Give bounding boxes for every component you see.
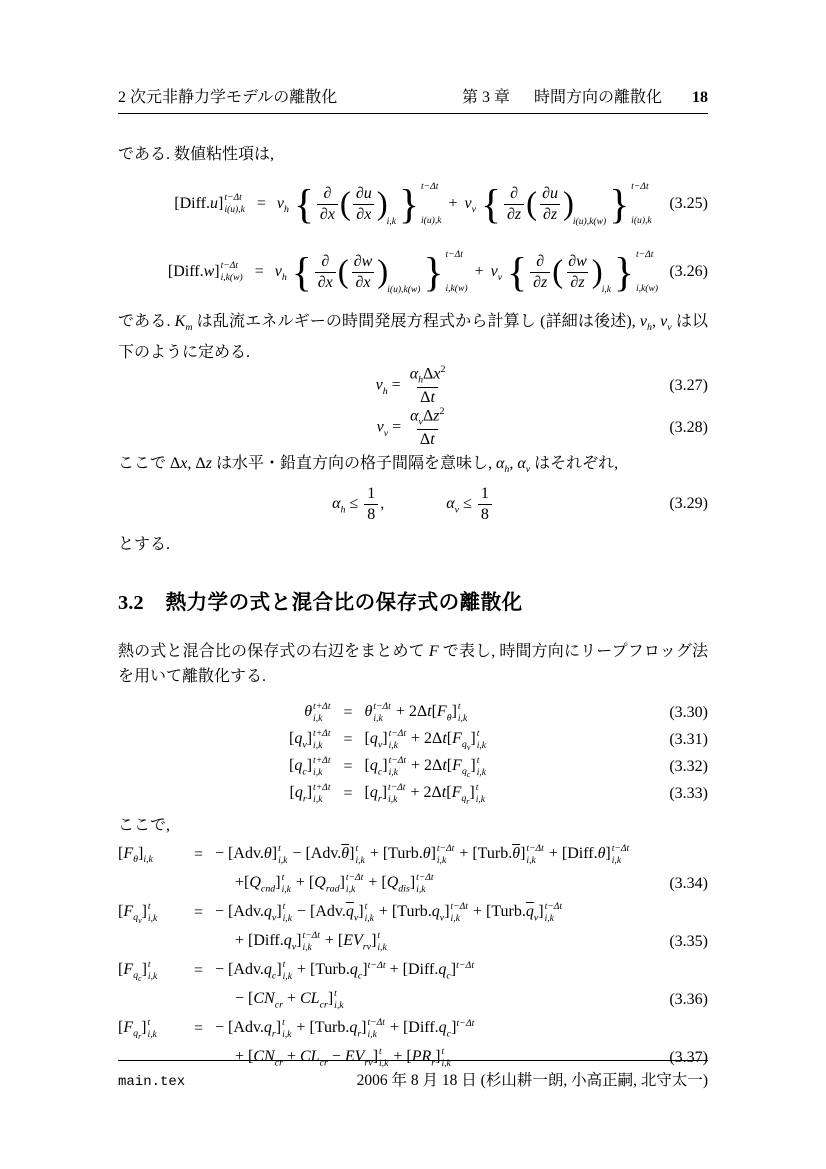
equation-3-37-lhs: $[F_{q_r}]$ t i,k (118, 1016, 157, 1042)
equation-3-35-line2 (235, 927, 708, 956)
equation-3-25-number: (3.25) (669, 195, 708, 212)
footer-file-name: main.tex (118, 1074, 186, 1090)
section-title: 熱力学の式と混合比の保存式の離散化 (165, 591, 523, 615)
equation-3-30-equals: = (343, 703, 353, 721)
equation-3-36-rhs2: − $[CN_{cr} + CL_{cr}]$ t i,k (235, 987, 344, 1011)
equation-3-27-body: $\nu_h$ = $\alpha_h\Delta x^2$ Δt (375, 364, 446, 407)
equation-3-27 (118, 365, 708, 407)
equation-3-34-rhs2: $+[Q_{cnd}]$ t i,k + $[Q_{rad}]$ t−Δt i,k + $[Q_{dis}]$ t−Δt i,k (235, 871, 434, 895)
equation-3-33-equals: = (343, 784, 353, 802)
equation-3-36-line2 (235, 985, 708, 1014)
paragraph-km-definition: である. $K_m$ は乱流エネルギーの時間発展方程式から計算し (詳細は後述), $\nu_h$, $\nu_v$ は以下のように定める. (118, 313, 708, 362)
footer-date-authors: 2006 年 8 月 18 日 (杉山耕一朗, 小高正嗣, 北守太一) (356, 1072, 708, 1089)
equation-3-35-equals: = (194, 903, 204, 921)
header-chapter-label: 第 3 章 (461, 89, 510, 106)
equation-3-26-number: (3.26) (669, 263, 708, 280)
equation-3-36-equals: = (194, 961, 204, 979)
equation-group-3-30-to-3-33 (118, 699, 708, 807)
equation-3-29 (118, 482, 708, 526)
equation-3-31-equals: = (343, 730, 353, 748)
equation-3-37-line1 (118, 1014, 708, 1043)
equation-3-32-lhs: $[q_c]$ t+Δt i,k (288, 754, 331, 778)
equation-3-30-lhs: θ t+Δt i,k (304, 700, 331, 724)
equation-3-36 (118, 956, 708, 1014)
equation-3-30-rhs: θ t−Δt i,k + $2\Delta t[F_\theta]$ t i,k (364, 700, 468, 724)
equation-group-3-34-to-3-37 (118, 840, 708, 1072)
equation-3-34-number: (3.34) (669, 874, 708, 892)
page-footer (118, 1060, 708, 1090)
equation-3-34-lhs: $[F_\theta]_{i,k}$ (118, 844, 153, 865)
equation-3-29-body: $\alpha_h$ ≤ $\frac{1}{8}$ , $\alpha_v$ ≤ $\frac{1}{8}$ (332, 484, 494, 525)
header-page-number: 18 (692, 89, 708, 106)
equation-3-37-rhs2: + $[CN_{cr} + CL_{cr} - EV_{rv}]$ t i,k + $[PR_r]$ t i,k (235, 1045, 451, 1069)
equation-3-28 (118, 407, 708, 449)
equation-3-37-equals: = (194, 1019, 204, 1037)
equation-3-35-lhs: $[F_{q_v}]$ t i,k (118, 900, 158, 926)
equation-3-27-number: (3.27) (669, 377, 708, 395)
section-number: 3.2 (118, 592, 144, 615)
equation-3-35-rhs1: − $[Adv.q_v]$ t i,k − $[Adv.\overline{q}_v]$ t i,k + $[Turb.q_v]$ t−Δt i,k + $[Turb.\overline{q}_v]$ t−Δt i,k (215, 900, 563, 924)
equation-3-36-number: (3.36) (669, 990, 708, 1008)
equation-3-31 (118, 726, 708, 753)
equation-3-35-number: (3.35) (669, 932, 708, 950)
paragraph-leapfrog-intro: 熱の式と混合比の保存式の右辺をまとめて F で表し, 時間方向にリープフロッグ法を用いて離散化する. (118, 643, 708, 686)
equation-3-30-number: (3.30) (669, 703, 708, 721)
equation-3-32-equals: = (343, 757, 353, 775)
equation-3-32 (118, 753, 708, 780)
equation-3-34-line1 (118, 840, 708, 869)
section-heading-3-2 (118, 585, 708, 615)
equation-3-31-lhs: $[q_v]$ t+Δt i,k (288, 727, 331, 751)
paragraph-tosuru: とする. (118, 536, 171, 554)
equation-3-33-lhs: $[q_r]$ t+Δt i,k (289, 781, 331, 805)
equation-3-34 (118, 840, 708, 898)
equation-3-37-rhs1: − $[Adv.q_r]$ t i,k + $[Turb.q_r]$ t−Δt i,k + $[Diff.q_c]^{t-\Delta t}$ (215, 1016, 475, 1040)
equation-3-28-body: $\nu_v$ = $\alpha_v\Delta z^2$ Δt (376, 406, 445, 449)
equation-3-34-line2 (235, 869, 708, 898)
equation-3-35-rhs2: + $[Diff.q_v]$ t−Δt i,k + $[EV_{rv}]$ t i,k (235, 929, 387, 953)
equation-3-36-lhs: $[F_{q_c}]$ t i,k (118, 958, 158, 984)
equation-3-26-body: [Diff.w] t−Δt i,k(w) = $\nu_h$ { ∂ ∂x ( $\frac{\partial w}{\partial x}$ )$_{i(u),k(w)}$} t−Δt i,k(w) + $\nu_v$ { ∂ ∂z ( $\frac{\partial w}{\partial z}$ )$_{i,k}$} t−Δt i,k(w) (167, 248, 659, 295)
equation-3-34-rhs1: − [Adv.θ] t i,k − $[Adv.\overline{\theta}]$ t i,k + [Turb.θ] t−Δt i,k + $[Turb.\overline{\theta}]$ t−Δt i,k + [Diff.θ] t−Δt i,k (215, 842, 630, 866)
equation-3-25-body: [Diff.u] t−Δt i(u),k = $\nu_h$ { ∂ ∂x ( $\frac{\partial u}{\partial x}$ )$_{i,k}$} t−Δt i(u),k + $\nu_v$ { ∂ ∂z ( $\frac{\partial u}{\partial z}$ )$_{i(u),k(w)}$} t−Δt i(u),k (174, 180, 652, 227)
equation-3-33 (118, 780, 708, 807)
equation-3-34-equals: = (194, 845, 204, 863)
equation-3-35 (118, 898, 708, 956)
equation-3-29-number: (3.29) (669, 495, 708, 513)
equation-3-30 (118, 699, 708, 726)
equation-3-26 (118, 241, 708, 303)
equation-3-28-number: (3.28) (669, 419, 708, 437)
equation-3-35-line1 (118, 898, 708, 927)
paragraph-numerical-viscosity: である. 数値粘性項は, (118, 146, 275, 163)
equation-3-37-number: (3.37) (669, 1048, 708, 1066)
equation-3-25 (118, 173, 708, 235)
page-header (118, 84, 708, 114)
equation-3-36-line1 (118, 956, 708, 985)
paragraph-grid-spacing: ここで Δx, Δz は水平・鉛直方向の格子間隔を意味し, $\alpha_h$, $\alpha_v$ はそれぞれ, (118, 455, 619, 476)
equation-3-33-rhs: $[q_r]$ t−Δt i,k + $2\Delta t[F_{q_r}]$ t i,k (364, 781, 486, 807)
equation-3-32-number: (3.32) (669, 757, 708, 775)
equation-3-33-number: (3.33) (669, 784, 708, 802)
equation-3-31-rhs: $[q_v]$ t−Δt i,k + $2\Delta t[F_{q_v}]$ t i,k (364, 727, 487, 753)
header-chapter-title: 時間方向の離散化 (533, 89, 662, 106)
header-left-title: 2 次元非静力学モデルの離散化 (118, 89, 338, 106)
equation-3-32-rhs: $[q_c]$ t−Δt i,k + $2\Delta t[F_{q_c}]$ t i,k (364, 754, 487, 780)
paragraph-kokode: ここで, (118, 817, 171, 835)
equation-3-36-rhs1: − $[Adv.q_c]$ t i,k + $[Turb.q_c]^{t-\Delta t}$ + $[Diff.q_c]^{t-\Delta t}$ (215, 958, 475, 982)
equation-3-31-number: (3.31) (669, 730, 708, 748)
